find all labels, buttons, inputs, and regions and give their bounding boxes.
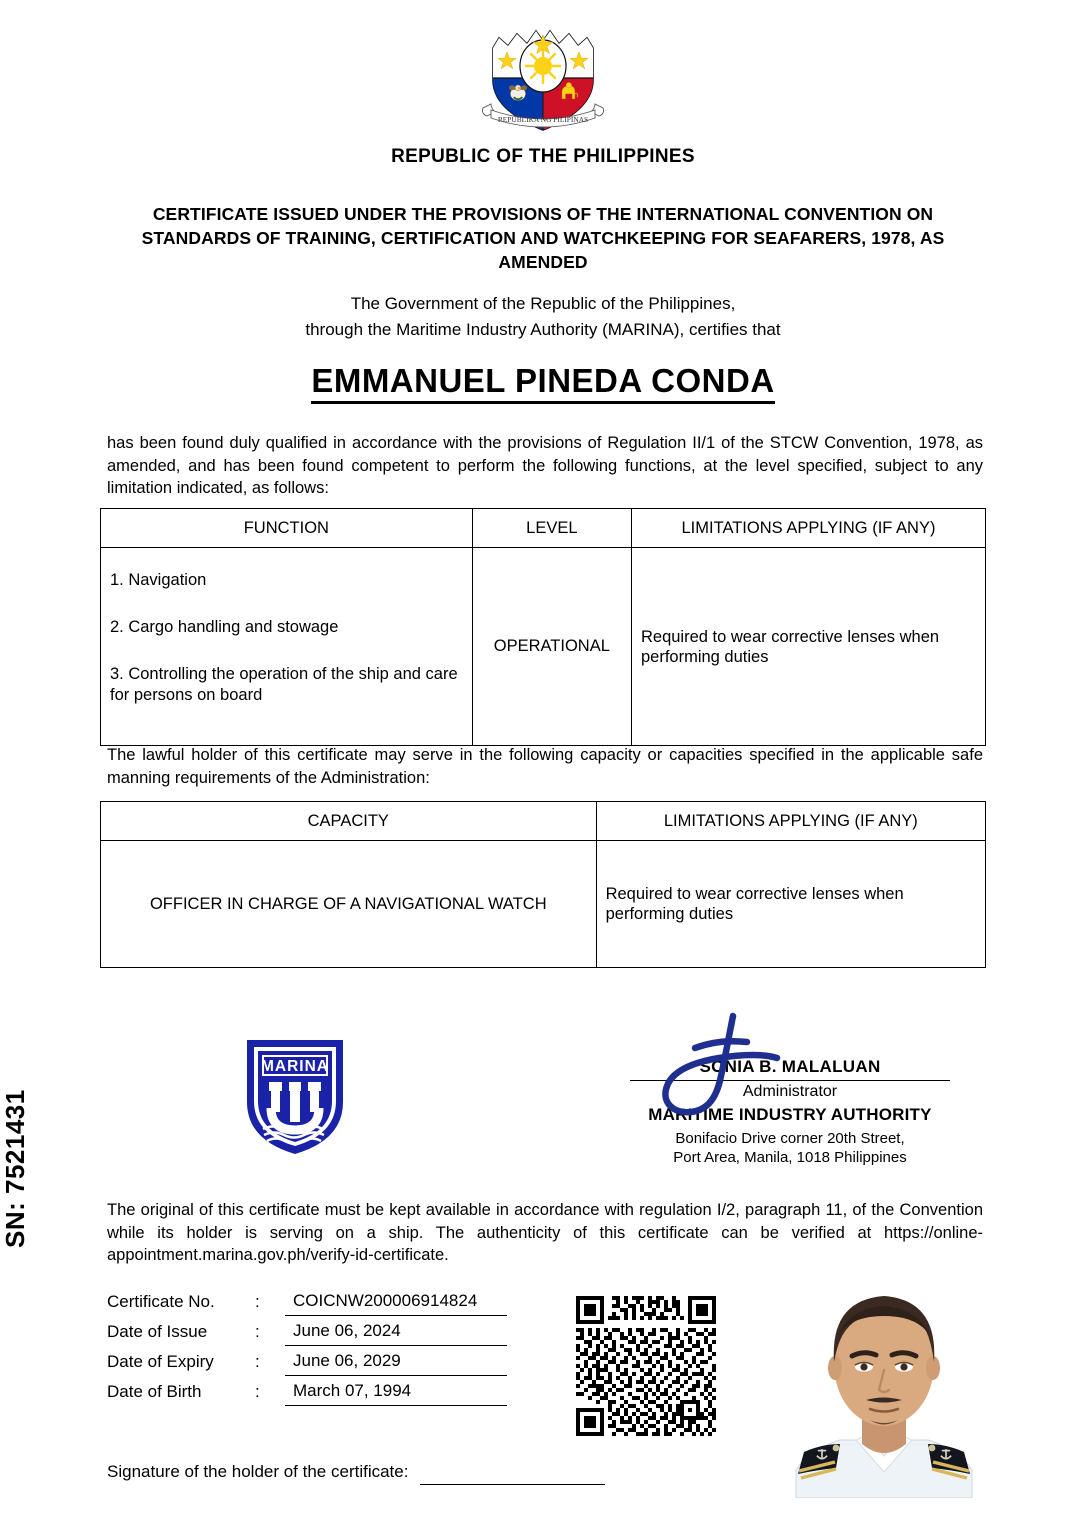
holder-name: [103, 362, 983, 400]
government-line-2: through the Maritime Industry Authority (MARINA), certifies that: [305, 320, 781, 339]
capacity-cell: OFFICER IN CHARGE OF A NAVIGATIONAL WATCH: [101, 841, 597, 968]
qualified-paragraph: has been found duly qualified in accordance with the provisions of Regulation II/1 of the STCW Convention, 1978, as amended, and has been found competent to perform the following functions, at the level specified, subject to any limitation indicated, as follows:: [107, 434, 983, 497]
table-header-row: [101, 802, 986, 841]
government-line-1: The Government of the Republic of the Philippines,: [350, 294, 736, 313]
address-line-1: Bonifacio Drive corner 20th Street,: [675, 1130, 905, 1147]
serial-number: SN: 7521431: [0, 1089, 30, 1248]
capacity-table: [100, 801, 986, 968]
signature-block: [600, 1018, 980, 1166]
detail-colon: :: [255, 1382, 260, 1401]
level-cell: OPERATIONAL: [472, 548, 631, 746]
signatory-organization: MARITIME INDUSTRY AUTHORITY: [648, 1105, 932, 1124]
function-item: 3. Controlling the operation of the ship and care for persons on board: [110, 665, 458, 704]
date-of-birth-value: March 07, 1994: [285, 1381, 507, 1406]
signatory-name: SONIA B. MALALUAN: [699, 1057, 881, 1076]
column-header-limitations: LIMITATIONS APPLYING (IF ANY): [631, 509, 985, 548]
marina-logo-container: [243, 1036, 347, 1163]
capacity-limitations-cell: Required to wear corrective lenses when performing duties: [596, 841, 985, 968]
certificate-details: [107, 1286, 507, 1406]
function-item: 2. Cargo handling and stowage: [110, 618, 339, 636]
holder-photo-container: [778, 1266, 990, 1503]
detail-label: Certificate No.: [107, 1292, 215, 1311]
address-line-2: Port Area, Manila, 1018 Philippines: [673, 1149, 907, 1166]
signatory-role: Administrator: [742, 1083, 838, 1100]
capacity-paragraph: The lawful holder of this certificate may serve in the following capacity or capacities specified in the applicable safe manning requirements of the Administration:: [107, 746, 983, 787]
republic-heading: REPUBLIC OF THE PHILIPPINES: [391, 146, 695, 167]
coat-of-arms-container: [0, 22, 1086, 145]
date-of-expiry-value: June 06, 2029: [285, 1351, 507, 1376]
holder-signature-field: [107, 1458, 707, 1485]
qr-code-icon[interactable]: [572, 1292, 720, 1440]
detail-colon: :: [255, 1322, 260, 1341]
detail-colon: :: [255, 1292, 260, 1311]
signature-rule: [630, 1080, 950, 1081]
column-header-level: LEVEL: [472, 509, 631, 548]
detail-label: Date of Expiry: [107, 1352, 214, 1371]
date-of-issue-value: June 06, 2024: [285, 1321, 507, 1346]
certificate-no-value: COICNW200006914824: [285, 1291, 507, 1316]
function-item: 1. Navigation: [110, 571, 207, 589]
government-statement: [103, 291, 983, 343]
column-header-function: FUNCTION: [101, 509, 473, 548]
table-row: [101, 841, 986, 968]
holder-signature-label: Signature of the holder of the certificate:: [107, 1462, 409, 1481]
detail-label: Date of Birth: [107, 1382, 202, 1401]
detail-row-date-of-issue: [107, 1316, 507, 1346]
column-header-capacity-limitations: LIMITATIONS APPLYING (IF ANY): [596, 802, 985, 841]
marina-logo-icon: [243, 1036, 347, 1158]
functions-cell: [101, 548, 473, 746]
holder-photo: [778, 1266, 990, 1498]
detail-row-date-of-birth: [107, 1376, 507, 1406]
qr-code-container[interactable]: [572, 1292, 720, 1445]
convention-title: CERTIFICATE ISSUED UNDER THE PROVISIONS OF THE INTERNATIONAL CONVENTION ON STANDARDS OF TRAINING, CERTIFICATION AND WATCHKEEPING FOR SEAFARERS, 1978, AS AMENDED: [141, 204, 945, 272]
detail-colon: :: [255, 1352, 260, 1371]
marina-logo-text: MARINA: [261, 1058, 329, 1075]
signatory-address: [600, 1129, 980, 1167]
holder-signature-line[interactable]: [420, 1458, 605, 1485]
column-header-capacity: CAPACITY: [101, 802, 597, 841]
limitations-cell: Required to wear corrective lenses when performing duties: [631, 548, 985, 746]
detail-row-certificate-no: [107, 1286, 507, 1316]
table-header-row: [101, 509, 986, 548]
functions-table: [100, 508, 986, 746]
detail-label: Date of Issue: [107, 1322, 208, 1341]
crest-motto-text: REPUBLIKA NG PILIPINAS: [497, 115, 589, 124]
philippine-coat-of-arms-icon: [477, 22, 609, 140]
table-row: [101, 548, 986, 746]
detail-row-date-of-expiry: [107, 1346, 507, 1376]
original-paragraph: The original of this certificate must be kept available in accordance with regulation I/2, paragraph 11, of the Convention while its holder is serving on a ship. The authenticity of this certificate can be verified at https://online-appointment.marina.gov.ph/verify-id-certificate.: [107, 1201, 983, 1264]
holder-name-text: EMMANUEL PINEDA CONDA: [311, 362, 774, 404]
